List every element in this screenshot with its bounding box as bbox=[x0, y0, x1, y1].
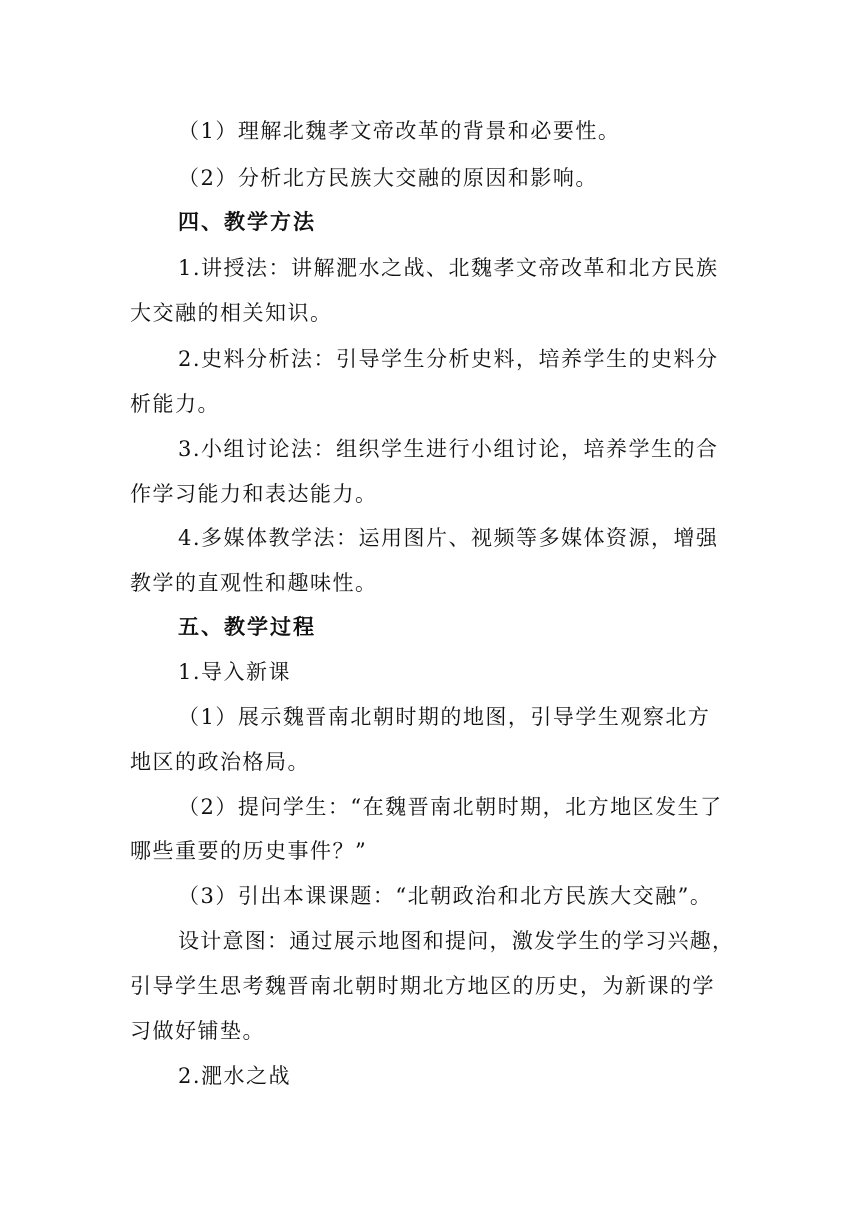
step-1-item-2-line-1: （2）提问学生：“在魏晋南北朝时期，北方地区发生了 bbox=[178, 795, 723, 819]
method-3-line-2: 作学习能力和表达能力。 bbox=[130, 482, 378, 506]
design-intent-line-1: 设计意图：通过展示地图和提问，激发学生的学习兴趣， bbox=[178, 929, 735, 953]
step-1-title: 1.导入新课 bbox=[178, 660, 292, 684]
method-1-line-1: 1.讲授法：讲解淝水之战、北魏孝文帝改革和北方民族 bbox=[178, 256, 719, 280]
objective-line-1: （1）理解北魏孝文帝改革的背景和必要性。 bbox=[178, 119, 621, 143]
objective-line-2: （2）分析北方民族大交融的原因和影响。 bbox=[178, 166, 598, 190]
step-1-item-1-line-1: （1）展示魏晋南北朝时期的地图，引导学生观察北方 bbox=[178, 705, 711, 729]
section-heading-process: 五、教学过程 bbox=[178, 614, 316, 639]
method-1-line-2: 大交融的相关知识。 bbox=[130, 301, 333, 325]
step-1-item-2-line-2: 哪些重要的历史事件？” bbox=[130, 839, 368, 863]
method-4-line-1: 4.多媒体教学法：运用图片、视频等多媒体资源，增强 bbox=[178, 526, 719, 550]
method-3-line-1: 3.小组讨论法：组织学生进行小组讨论，培养学生的合 bbox=[178, 437, 719, 461]
design-intent-line-2: 引导学生思考魏晋南北朝时期北方地区的历史，为新课的学 bbox=[130, 974, 715, 998]
method-2-line-2: 析能力。 bbox=[130, 392, 220, 416]
section-heading-methods: 四、教学方法 bbox=[178, 209, 316, 234]
design-intent-line-3: 习做好铺垫。 bbox=[130, 1019, 265, 1043]
step-1-item-3: （3）引出本课课题：“北朝政治和北方民族大交融”。 bbox=[178, 884, 713, 908]
method-2-line-1: 2.史料分析法：引导学生分析史料，培养学生的史料分 bbox=[178, 347, 719, 371]
method-4-line-2: 教学的直观性和趣味性。 bbox=[130, 571, 378, 595]
step-1-item-1-line-2: 地区的政治格局。 bbox=[130, 750, 310, 774]
step-2-title: 2.淝水之战 bbox=[178, 1064, 292, 1088]
